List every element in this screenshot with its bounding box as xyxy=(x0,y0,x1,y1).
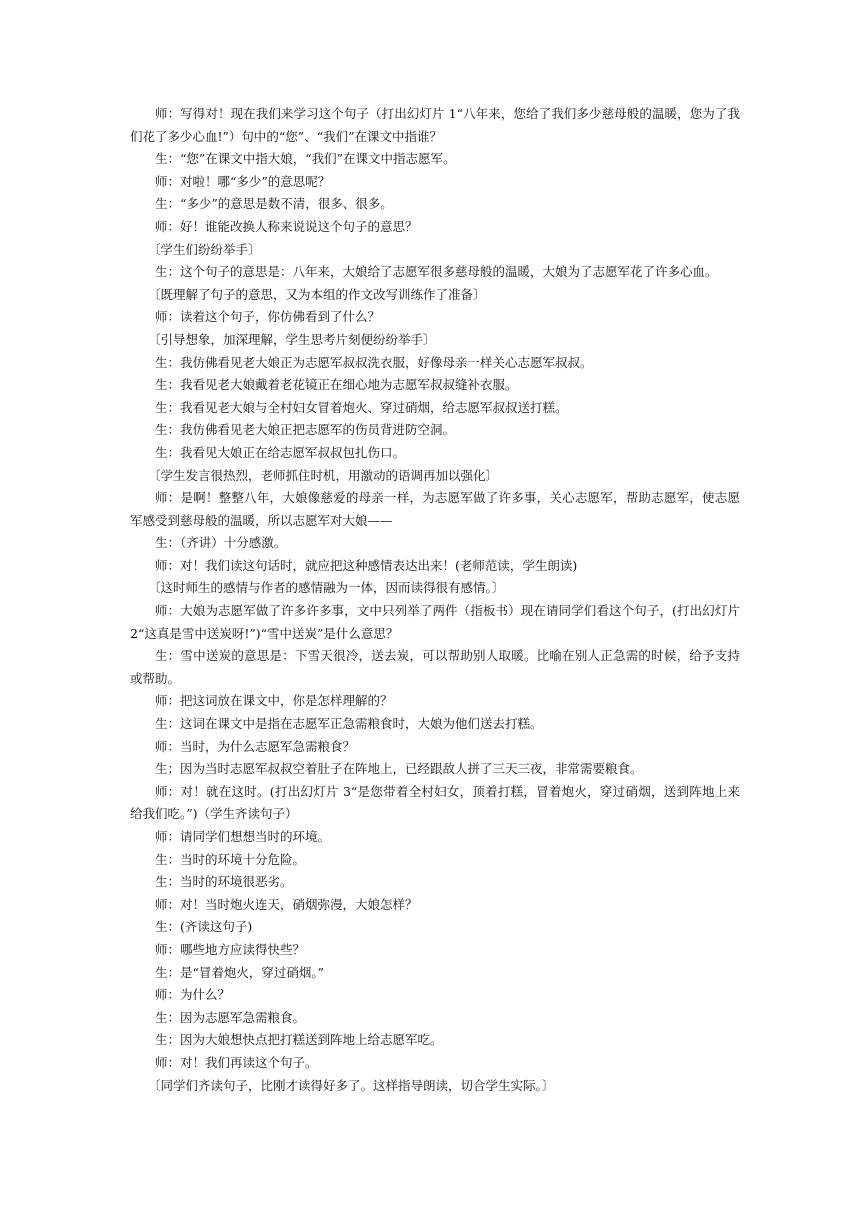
dialogue-line: 生：（齐讲）十分感激。 xyxy=(155,535,287,551)
dialogue-line: 师：是啊！整整八年，大娘像慈爱的母亲一样，为志愿军做了许多事，关心志愿军，帮助志愿军，使志愿军感受到慈母般的温暖，所以志愿军对大娘—— xyxy=(130,490,740,528)
dialogue-line: 生：我看见老大娘与全村妇女冒着炮火、穿过硝烟，给志愿军叔叔送打糕。 xyxy=(155,399,568,415)
dialogue-line: 师：写得对！现在我们来学习这个句子（打出幻灯片 1“八年来，您给了我们多少慈母般的温暖，您为了我们花了多少心血!”）句中的“您”、“我们”在课文中指谁？ xyxy=(130,106,740,144)
dialogue-line: 师：好！谁能改换人称来说说这个句子的意思？ xyxy=(155,218,418,234)
dialogue-line: 生：当时的环境十分危险。 xyxy=(155,851,306,867)
teaching-note: 〔引导想象，加深理解，学生思考片刻便纷纷举手〕 xyxy=(148,331,436,347)
dialogue-line: 生：这词在课文中是指在志愿军正急需粮食时，大娘为他们送去打糕。 xyxy=(155,716,543,732)
dialogue-line: 生；因为当时志愿军叔叔空着肚子在阵地上，已经跟敌人拼了三天三夜，非常需要粮食。 xyxy=(155,761,643,777)
dialogue-line: 师：对！当时炮火连天，硝烟弥漫，大娘怎样？ xyxy=(155,896,418,912)
dialogue-line: 生：因为志愿军急需粮食。 xyxy=(155,1009,306,1025)
dialogue-line: 师：请同学们想想当时的环境。 xyxy=(155,829,331,844)
dialogue-line: 生：“您”在课文中指大娘，“我们”在课文中指志愿军。 xyxy=(155,151,456,167)
teaching-note: 〔既理解了句子的意思，又为本组的作文改写训练作了准备〕 xyxy=(148,286,486,302)
dialogue-line: 师：为什么？ xyxy=(155,987,231,1003)
dialogue-line: 生：我仿佛看见老大娘正为志愿军叔叔洗衣服，好像母亲一样关心志愿军叔叔。 xyxy=(155,354,593,370)
teaching-note: 〔学生发言很热烈，老师抓住时机，用激动的语调再加以强化〕 xyxy=(148,467,499,483)
dialogue-line: 师：大娘为志愿军做了许多许多事，文中只列举了两件（指板书）现在请同学们看这个句子，(打出幻灯片 2“这真是雪中送炭呀!”)“雪中送炭”是什么意思？ xyxy=(130,603,740,641)
dialogue-line: 生：(齐读这句子) xyxy=(155,919,253,935)
dialogue-line: 师：把这词放在课文中，你是怎样理解的？ xyxy=(155,693,393,709)
dialogue-line: 生：“多少”的意思是数不清，很多、很多。 xyxy=(155,196,393,212)
dialogue-line: 师：读着这个句子，你仿佛看到了什么？ xyxy=(155,309,381,325)
dialogue-line: 生：我看见大娘正在给志愿军叔叔包扎伤口。 xyxy=(155,444,406,460)
teaching-note: 〔同学们齐读句子，比刚才读得好多了。这样指导朗读，切合学生实际。〕 xyxy=(148,1077,555,1093)
dialogue-line: 生：雪中送炭的意思是：下雪天很冷，送去炭，可以帮助别人取暖。比喻在别人正急需的时候，给予支持或帮助。 xyxy=(130,648,740,686)
dialogue-line: 生：当时的环境很恶劣。 xyxy=(155,874,293,890)
dialogue-line: 生：因为大娘想快点把打糕送到阵地上给志愿军吃。 xyxy=(155,1032,443,1048)
dialogue-line: 师：对！我们读这句话时，就应把这种感情表达出来！(老师范读，学生朗读) xyxy=(155,557,578,573)
dialogue-line: 师：对啦！哪“多少”的意思呢？ xyxy=(155,173,331,189)
dialogue-line: 师：对！我们再读这个句子。 xyxy=(155,1054,318,1070)
dialogue-line: 师：当时，为什么志愿军急需粮食？ xyxy=(155,738,356,754)
dialogue-line: 生：我仿佛看见老大娘正把志愿军的伤员背进防空洞。 xyxy=(155,422,456,438)
teaching-note: 〔这时师生的感情与作者的感情融为一体，因而读得很有感情。〕 xyxy=(148,580,505,596)
dialogue-line: 师：对！就在这时。(打出幻灯片 3“是您带着全村妇女，顶着打糕，冒着炮火，穿过硝烟，送到阵地上来给我们吃。”)（学生齐读句子） xyxy=(130,783,740,822)
dialogue-line: 生：我看见老大娘戴着老花镜正在细心地为志愿军叔叔缝补衣服。 xyxy=(155,377,518,393)
teaching-note: 〔学生们纷纷举手〕 xyxy=(148,241,261,257)
document-body xyxy=(130,103,740,1097)
dialogue-line: 生：是“冒着炮火，穿过硝烟。” xyxy=(155,964,325,980)
dialogue-line: 生：这个句子的意思是：八年来，大娘给了志愿军很多慈母般的温暖，大娘为了志愿军花了许多心血。 xyxy=(155,264,718,280)
dialogue-line: 师：哪些地方应读得快些？ xyxy=(155,941,306,957)
